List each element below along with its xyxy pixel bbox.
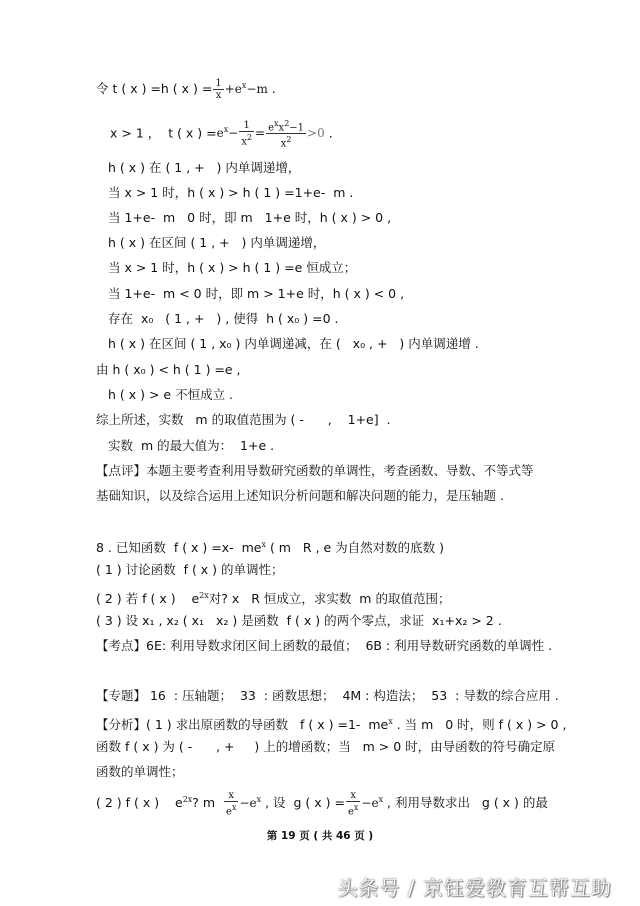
text-run: . [267,81,276,96]
text-run: ( m R , e 为自然对数的底数 ) [265,540,445,555]
text-run: ( 1 ) 讨论函数 f ( x ) 的单调性； [96,562,284,577]
text-line [96,613,502,629]
math-expression: $\frac{x}{e^x}$ [226,790,237,818]
text-run: h ( x ) 在区间 ( 1 , + ) 内单调递增， [108,235,326,250]
text-run: . [324,125,333,141]
text-line [96,537,444,556]
text-line [108,286,404,302]
text-run: ( 2 ) f ( x ) e [96,795,183,811]
text-run: 当 1+e- m < 0 时，即 m > 1+e 时，h ( x ) < 0 , [108,286,405,301]
text-line [108,311,339,327]
text-line [96,78,276,101]
text-line [108,235,325,251]
watermark: 头条号 / 京钰爱教育互帮互助 [337,876,612,900]
math-expression: 2x [199,591,209,600]
math-expression: x [388,717,393,726]
text-run: h ( x ) 在 ( 1 , + ) 内单调递增， [108,160,301,175]
text-line [96,714,566,733]
math-expression: $+e^x-m$ [224,81,268,96]
text-run: 函数的单调性； [96,764,184,779]
math-expression: $\frac{x}{e^x}$ [347,790,359,818]
text-line [96,412,391,428]
text-run: h ( x ) 在区间 ( 1 , x₀ ) 内单调递减，在 ( x₀ , + ) 内单调递增 . [108,336,479,351]
page-footer: 第 19 页 ( 共 46 页 ) [266,830,374,842]
text-line [108,438,274,454]
text-run: 【考点】6E: 利用导数求闭区间上函数的最值； 6B : 利用导数研究函数的单调性 . [96,638,553,653]
text-run: 【专题】 16 : 压轴题； 33 : 函数思想； 4M : 构造法； 53 : 导数的综合应用 . [96,688,559,703]
text-line [96,739,555,755]
text-line [108,336,479,352]
text-line [96,488,504,504]
text-run: 【分析】( 1 ) 求出原函数的导函数 f ( x ) =1- me [96,717,389,732]
text-run: 8 . 已知函数 f ( x ) =x- me [96,540,262,555]
text-line [108,260,356,276]
text-run: 由 h ( x₀ ) < h ( 1 ) =e , [96,362,241,377]
text-run: 实数 m 的最大值为： 1+e . [108,438,275,453]
text-line [108,160,300,176]
text-line [108,387,233,403]
text-line [96,764,184,780]
text-line [96,562,284,578]
math-expression: x [261,540,266,549]
text-run: ? m [192,795,224,811]
math-expression: 2x [182,795,193,805]
text-line [96,688,559,704]
text-run: , 利用导数求出 g ( x ) 的最 [383,795,548,811]
text-run: 当 x > 1 时，h ( x ) > h ( 1 ) =e 恒成立； [108,260,357,275]
math-expression: $-e^x$ [239,795,262,811]
text-line [96,463,534,479]
text-line [96,638,552,654]
text-line [96,588,450,607]
text-run: 当 x > 1 时，h ( x ) > h ( 1 ) =1+e- m . [108,185,354,200]
math-expression: $e^x-$ $\frac{1}{x^2}$ = $\frac{e^xx^2-1}{x^2}$ >0 [216,119,325,150]
math-expression: $-e^x$ [361,795,384,811]
math-expression: $\frac{1}{x}$ [215,78,222,101]
text-run: 函数 f ( x ) 为 ( - , + ) 上的增函数；当 m > 0 时，由导函数的符号确定原 [96,739,556,754]
text-line [96,362,241,378]
text-run: . 当 m 0 时，则 f ( x ) > 0 , [392,717,567,732]
text-run: ( 2 ) 若 f ( x ) e [96,591,200,606]
text-run: 令 t ( x ) =h ( x ) = [96,81,213,96]
text-run: ( 3 ) 设 x₁ , x₂ ( x₁ x₂ ) 是函数 f ( x ) 的两个零点，求证 x₁+x₂ > 2 . [96,613,502,628]
text-line [108,185,353,201]
text-run: , 设 g ( x ) = [261,795,345,811]
text-run: 存在 x₀ ( 1 , + ) , 使得 h ( x₀ ) =0 . [108,311,339,326]
text-run: x > 1 ， t ( x ) = [110,125,217,141]
text-run: 综上所述，实数 m 的取值范围为 ( - , 1+e] . [96,412,391,427]
text-run: 【点评】本题主要考查利用导数研究函数的单调性，考查函数、导数、不等式等 [96,463,534,478]
text-line [108,210,391,226]
text-run: 对? x R 恒成立，求实数 m 的取值范围； [208,591,451,606]
text-line [110,118,333,150]
text-run: h ( x ) > e 不恒成立 . [108,387,234,402]
text-run: 基础知识，以及综合运用上述知识分析问题和解决问题的能力，是压轴题 . [96,488,504,503]
text-line [96,790,548,817]
text-run: 当 1+e- m 0 时，即 m 1+e 时，h ( x ) > 0 , [108,210,392,225]
